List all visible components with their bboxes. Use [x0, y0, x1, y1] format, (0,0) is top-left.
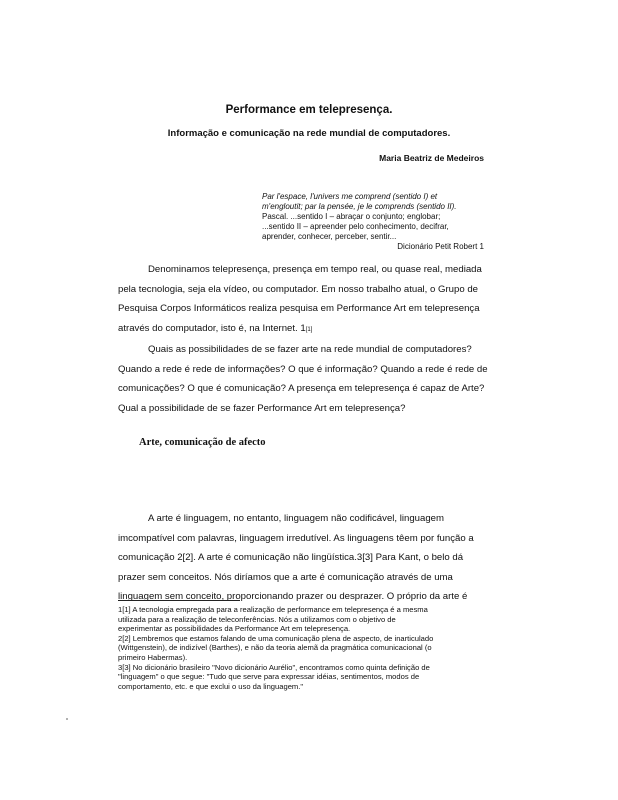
footnote-ref: [1] — [305, 326, 313, 333]
footnote-line: 2[2] Lembremos que estamos falando de uma comunicação plena de aspecto, de inarticulado — [118, 633, 434, 643]
section1-body — [118, 260, 488, 418]
epigraph-source: Dicionário Petit Robert 1 — [397, 242, 484, 251]
epigraph — [262, 192, 484, 252]
section2-body — [118, 509, 488, 607]
text-line: A arte é linguagem, no entanto, linguagem não codificável, linguagem — [148, 513, 445, 524]
footnote-line: 1[1] A tecnologia empregada para a realização de performance em telepresença é a mesma — [118, 605, 428, 614]
footnote-line: "linguagem" o que segue: "Tudo que serve para expressar idéias, sentimentos, modos de — [118, 672, 420, 682]
epigraph-line: aprender, conhecer, perceber, sentir... — [262, 232, 397, 241]
text-line: imcompatível com palavras, linguagem irredutível. As linguagens têem por função a — [118, 532, 474, 544]
author-name: Maria Beatriz de Medeiros — [379, 153, 484, 163]
epigraph-line: ...sentido II – apreender pelo conhecimento, decifrar, — [262, 222, 449, 231]
epigraph-line: m'engloutit; par la pensée, je le comprends (sentido II). — [262, 202, 457, 211]
footnote-line: 3[3] No dicionário brasileiro "Novo dicionário Aurélio", encontramos como quinta definição de — [118, 662, 430, 672]
footnote-line: (Wittgenstein), de indizível (Barthes), e não da teoria alemã da pragmática comunicacional (o — [118, 643, 432, 653]
text-line: comunicações? O que é comunicação? A presença em telepresença é capaz de Arte? — [118, 383, 485, 394]
epigraph-line: Par l'espace, l'univers me comprend (sentido I) et — [262, 192, 438, 201]
document-title: Performance em telepresença. — [225, 104, 393, 116]
text-line: Denominamos telepresença, presença em tempo real, ou quase real, mediada — [148, 264, 482, 275]
text-line: Pesquisa Corpos Informáticos realiza pesquisa em Performance Art em telepresença — [118, 303, 480, 314]
text-line — [118, 319, 488, 341]
text-line: Quando a rede é rede de informações? O que é informação? Quando a rede é rede de — [118, 363, 488, 375]
paragraph — [118, 509, 488, 607]
document-subtitle: Informação e comunicação na rede mundial de computadores. — [167, 128, 451, 139]
text-segment: através do computador, isto é, na Internet. 1 — [118, 322, 306, 334]
footnote-line: experimentar as possibilidades da Performance Art em telepresença. — [118, 624, 351, 634]
text-line: prazer sem conceitos. Nós diríamos que a arte é comunicação através de uma — [118, 571, 453, 583]
text-line: linguagem sem conceito, proporcionando prazer ou desprazer. O próprio da arte é — [118, 591, 468, 602]
footnotes — [118, 605, 498, 691]
text-line: Quais as possibilidades de se fazer arte na rede mundial de computadores? — [148, 344, 472, 355]
text-line: Qual a possibilidade de se fazer Performance Art em telepresença? — [118, 402, 406, 414]
paragraph — [118, 260, 488, 340]
scan-speck — [66, 718, 68, 720]
footnote-line: utilizada para a realização de teleconferências. Nós a utilizamos com o objetivo de — [118, 614, 396, 624]
footnote-line: primeiro Habermas). — [118, 652, 188, 662]
section-heading: Arte, comunicação de afecto — [139, 437, 266, 448]
text-line: comunicação 2[2]. A arte é comunicação não lingüística.3[3] Para Kant, o belo dá — [118, 552, 464, 563]
text-line: pela tecnologia, seja ela vídeo, ou computador. Em nosso trabalho atual, o Grupo de — [118, 283, 478, 295]
footnote-line: comportamento, etc. e que exclui o uso da linguagem." — [118, 681, 304, 691]
paragraph — [118, 340, 488, 418]
epigraph-line: Pascal. ...sentido I – abraçar o conjunto; englobar; — [262, 212, 441, 221]
footnote-separator — [118, 600, 240, 601]
